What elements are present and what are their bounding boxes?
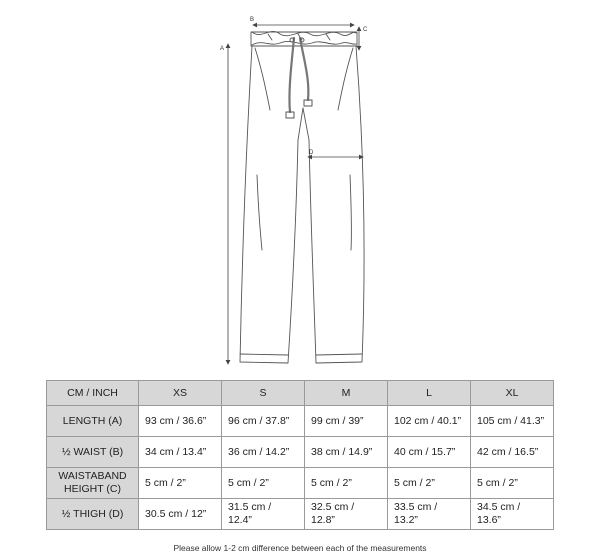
measurement-note: Please allow 1-2 cm difference between each of the measurements (173, 543, 427, 553)
table-cell: 33.5 cm / 13.2” (388, 499, 471, 530)
table-cell: 30.5 cm / 12” (139, 499, 222, 530)
dimension-label-a: A (220, 46, 225, 52)
row-label: LENGTH (A) (47, 406, 139, 437)
unit-header: CM / INCH (47, 381, 139, 406)
table-cell: 5 cm / 2” (222, 468, 305, 499)
table-cell: 93 cm / 36.6” (139, 406, 222, 437)
table-row-waistband-height (47, 468, 554, 499)
table-cell: 5 cm / 2” (471, 468, 554, 499)
size-header-m: M (305, 381, 388, 406)
table-cell: 34.5 cm / 13.6” (471, 499, 554, 530)
table-row-length (47, 406, 554, 437)
size-header-xl: XL (471, 381, 554, 406)
row-label: WAISTABAND HEIGHT (C) (47, 468, 139, 499)
table-cell: 5 cm / 2” (388, 468, 471, 499)
size-header-l: L (388, 381, 471, 406)
table-cell: 38 cm / 14.9” (305, 437, 388, 468)
table-cell: 99 cm / 39” (305, 406, 388, 437)
table-cell: 102 cm / 40.1” (388, 406, 471, 437)
table-cell: 96 cm / 37.8” (222, 406, 305, 437)
table-cell: 31.5 cm / 12.4” (222, 499, 305, 530)
table-cell: 40 cm / 15.7” (388, 437, 471, 468)
table-cell: 105 cm / 41.3” (471, 406, 554, 437)
size-chart-table (46, 380, 554, 530)
dimension-lines (228, 25, 363, 364)
dimension-label-c: C (363, 27, 368, 33)
dimension-label-d: D (309, 150, 314, 156)
table-row-half-waist (47, 437, 554, 468)
size-header-xs: XS (139, 381, 222, 406)
dimension-label-b: B (250, 17, 255, 23)
size-header-s: S (222, 381, 305, 406)
table-cell: 42 cm / 16.5” (471, 437, 554, 468)
table-cell: 5 cm / 2” (139, 468, 222, 499)
table-cell: 36 cm / 14.2” (222, 437, 305, 468)
pants-outline (240, 31, 364, 363)
table-row-half-thigh (47, 499, 554, 530)
row-label: ½ WAIST (B) (47, 437, 139, 468)
row-label: ½ THIGH (D) (47, 499, 139, 530)
table-cell: 34 cm / 13.4” (139, 437, 222, 468)
size-header-row (47, 381, 554, 406)
table-cell: 32.5 cm / 12.8” (305, 499, 388, 530)
table-cell: 5 cm / 2” (305, 468, 388, 499)
